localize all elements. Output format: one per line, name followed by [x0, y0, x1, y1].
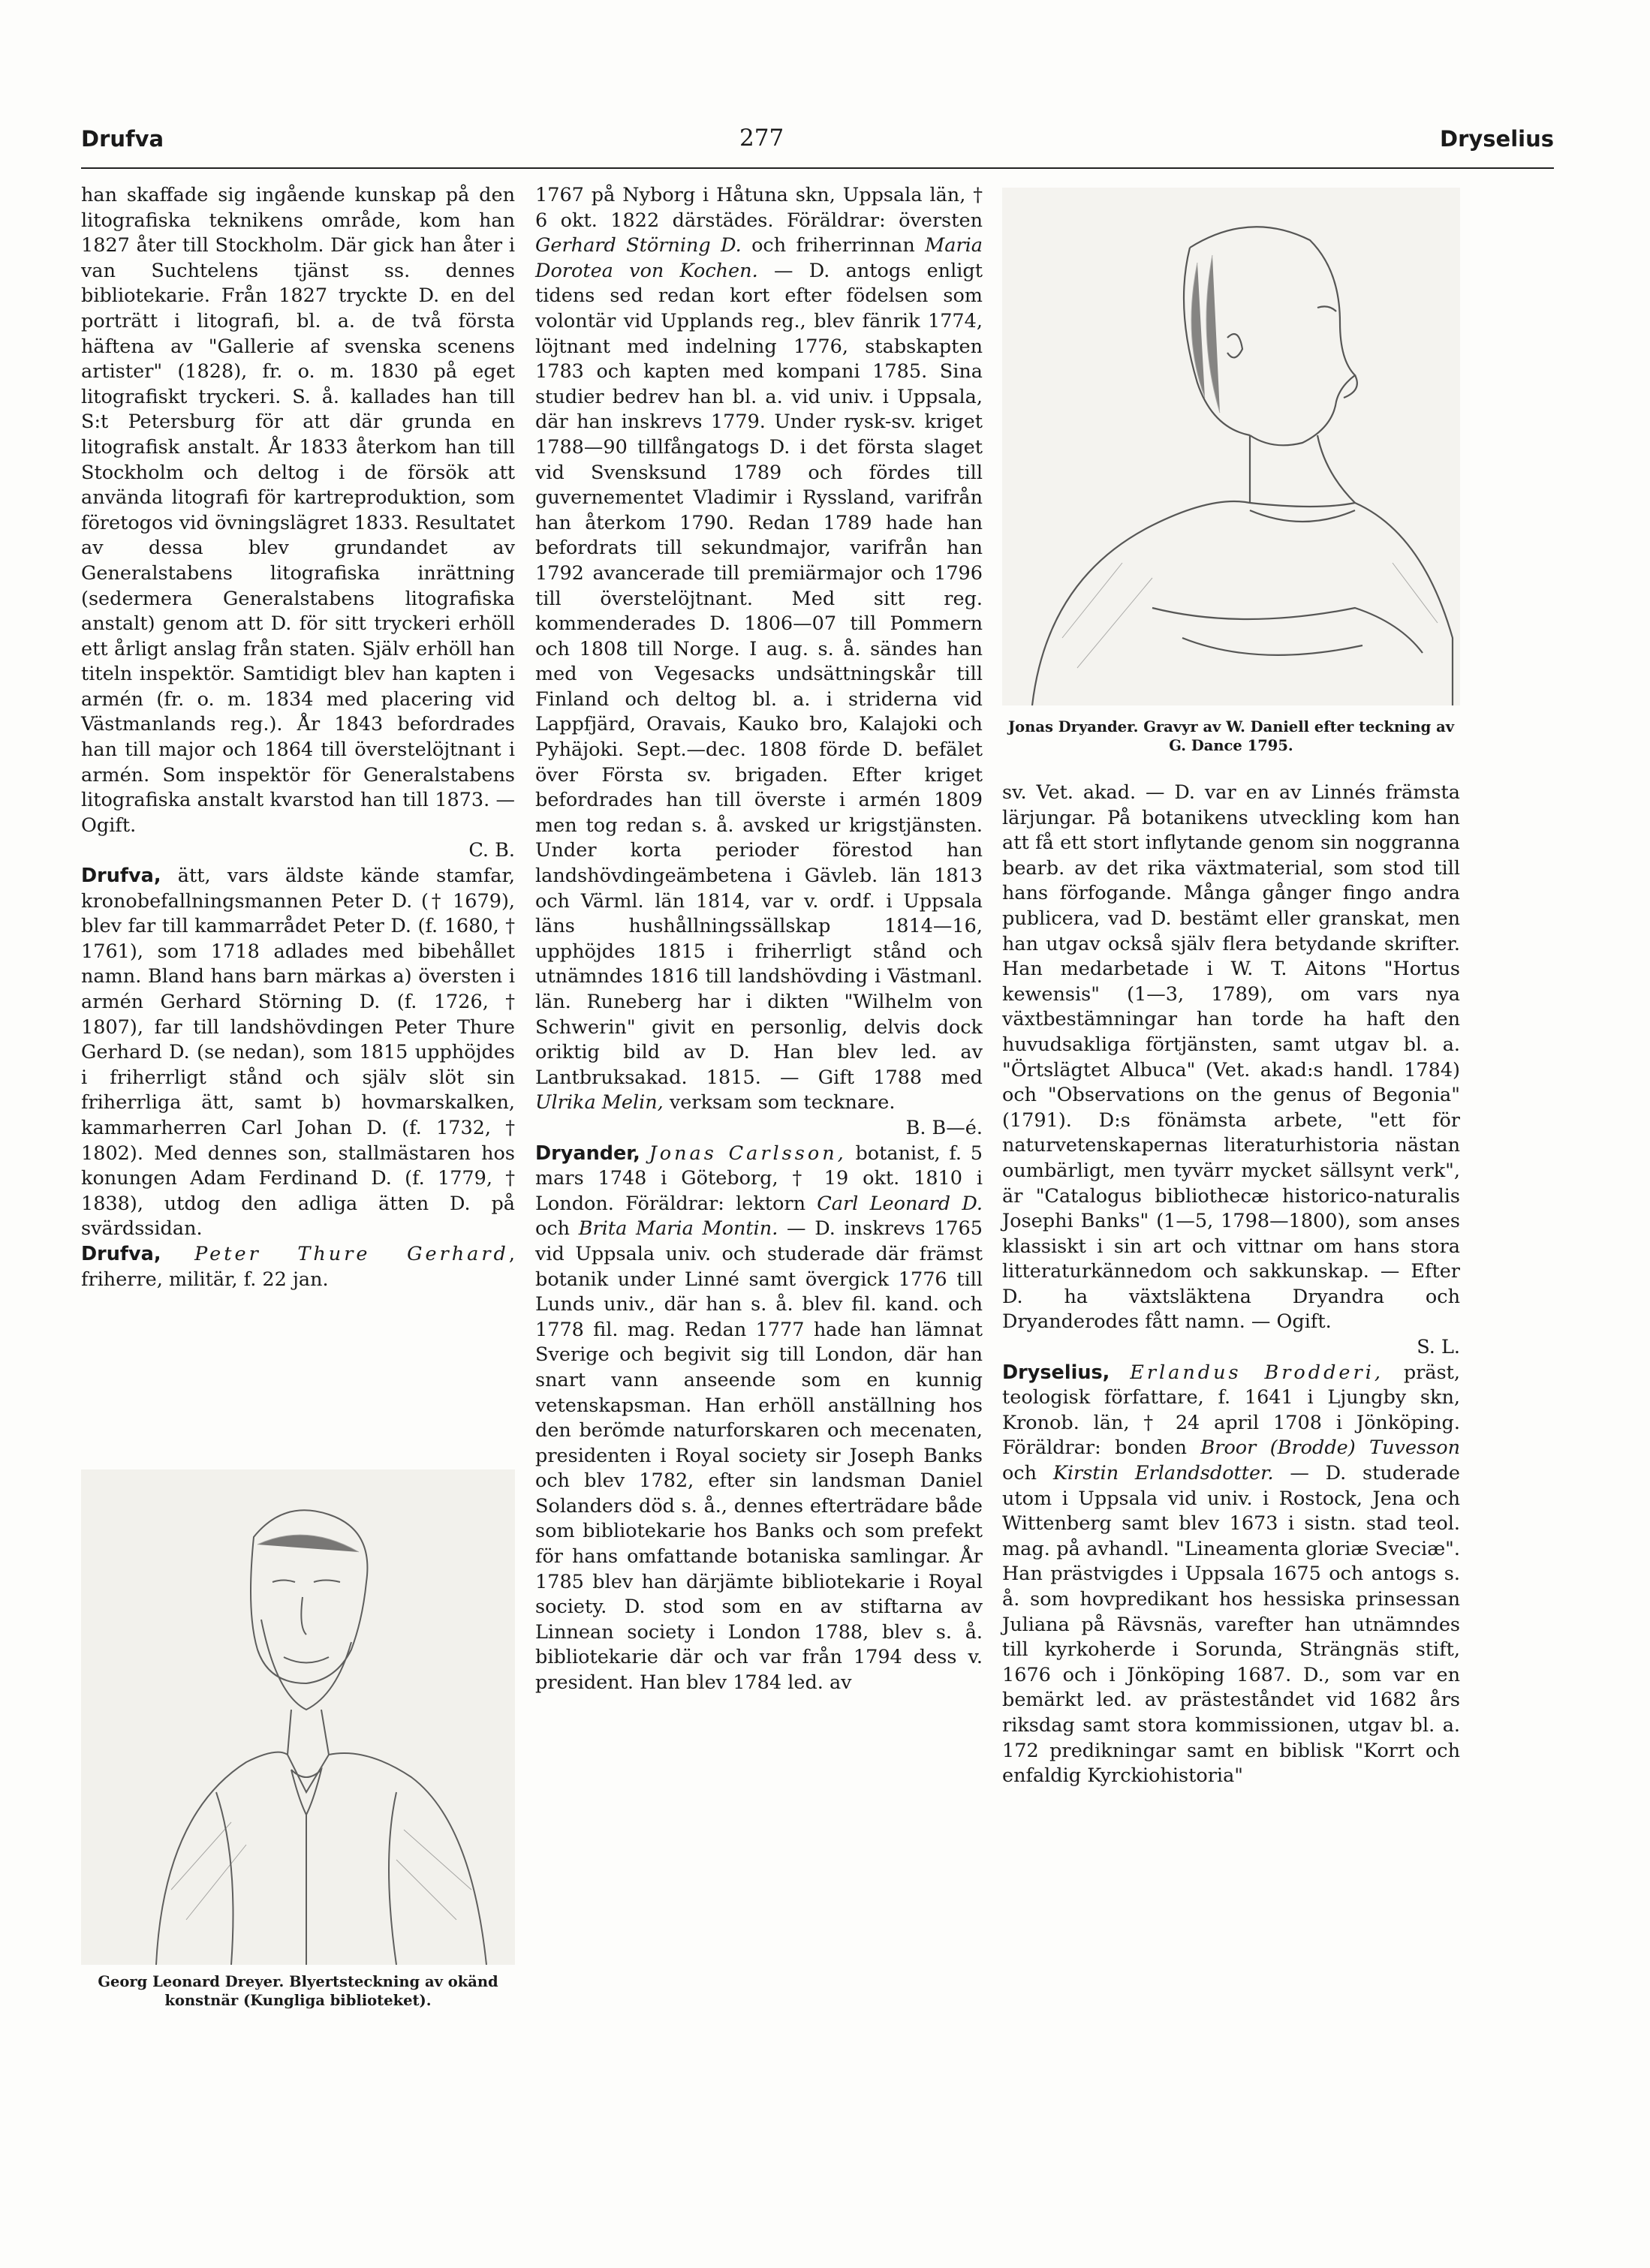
author-signature: B. B—é.: [905, 1116, 983, 1139]
figure-caption: Georg Leonard Dreyer. Blyertsteckning av okänd konstnär (Kungliga biblioteket).: [98, 1973, 498, 2009]
entry-name: Peter Thure Gerhard: [194, 1242, 509, 1265]
entry-dryander: Dryander, Jonas Carlsson, botanist, f. 5 mars 1748 i Göteborg, † 19 okt. 1810 i London. Föräldrar: lektorn Carl Leonard D. och Brita Maria Montin. — D. inskrevs 1765 vid Uppsala univ. och studerade där främst botanik under Linné samt övergick 1776 till Lunds univ., där han s. å. blev fil. kand. och 1778 fil. mag. Redan 1777 hade han lämnat Sverige och begivit sig till London, där han snart vann anseende som en kunnig vetenskapsman. Han erhöll anställning hos den berömde naturforskaren och mecenaten, presidenten i Royal society sir Joseph Banks och blev 1782, efter sin landsman Daniel Solanders död s. å., dennes efterträdare både som bibliotekarie hos Banks och som prefekt för hans omfattande botaniska samlingar. År 1785 blev han därjämte bibliotekarie i Royal society. D. stod som en av stiftarna av Linnean society i London 1788, blev s. å. bibliotekarie där och var från 1794 dess v. president. Han blev 1784 led. av: [535, 1142, 983, 1695]
entry-drufva-family: Drufva, ätt, vars äldste kände stamfar, kronobefallningsmannen Peter D. († 1679), blev far till kammarrådet Peter D. (f. 1680, † 1761), som 1718 adlades med bibehållet namn. Bland hans barn märkas a) översten i armén Gerhard Störning D. (f. 1726, † 1807), far till landshövdingen Peter Thure Gerhard D. (se nedan), som 1815 upphöjdes i friherrligt stånd och själv slöt sin friherrliga ätt, samt b) hovmarskalken, kammarherren Carl Johan D. (f. 1732, † 1802). Med dennes son, stallmästaren hos konungen Adam Ferdinand D. (f. 1779, † 1838), utdog den adliga ätten D. på svärdssidan.: [81, 865, 515, 1241]
portrait-dryander-image: [1002, 188, 1460, 705]
entry-drufva-peter: Drufva, Peter Thure Gerhard, friherre, militär, f. 22 jan.: [81, 1242, 515, 1291]
entry-dryander-cont: sv. Vet. akad. — D. var en av Linnés främsta lärjungar. På botanikens utveckling kom han att få ett stort inflytande genom sin noggranna bearb. av det rika växtmaterial, som stod till hans förfogande. Många gånger fingo andra publicera, vad D. bestämt eller granskat, men han utgav också själv flera betydande skrifter. Han medarbetade i W. T. Aitons "Hortus kewensis" (1—3, 1789), om vars nya växtbestämningar han torde ha haft den huvudsakliga förtjänsten, samt utgav bl. a. "Örtslägtet Albuca" (Vet. akad:s handl. 1784) och "Observations on the genus of Begonia" (1791). D:s fönämsta arbete, "ett för naturvetenskapernas literaturhistoria nästan oumbärligt, men tyvärr mycket sällsynt verk", är "Catalogus bibliothecæ historico-naturalis Josephi Banks" (1—5, 1798—1800), som anses klassiskt i sin art och vittnar om hans stora litteraturkännedom och sakkunskap. — Efter D. ha växtsläktena Dryandra och Dryanderodes fått namn. — Ogift. S. L.: [1002, 781, 1460, 1361]
paragraph-continued: han skaffade sig ingående kunskap på den litografiska teknikens område, kom han 1827 åter till Stockholm. Där gick han åter i van Suchtelens tjänst ss. dennes bibliotekarie. Från 1827 tryckte D. en del porträtt i litografi, bl. a. de två första häftena av "Gallerie af svenska scenens artister" (1828), fr. o. m. 1830 på eget litografiskt tryckeri. S. å. kallades han till S:t Petersburg för att där grunda en litografisk anstalt. År 1833 återkom han till Stockholm och deltog i de försök att använda litografi för kartreproduktion, som företogos vid övningslägret 1833. Resultatet av dessa blev grundandet av Generalstabens litografiska inrättning (sedermera Generalstabens litografiska anstalt) genom att D. för sitt tryckeri erhöll ett årligt anslag från staten. Själv erhöll han titeln inspektör. Samtidigt blev han kapten i armén (fr. o. m. 1834 med placering vid Västmanlands reg.). År 1843 befordrades han till major och 1864 till överstelöjtnant i armén. Som inspektör för Generalstabens litografiska anstalt kvarstod han till 1873. — Ogift. C. B.: [81, 183, 515, 864]
header-rule: [81, 167, 1554, 169]
entry-name: Jonas Carlsson,: [649, 1142, 847, 1165]
entry-heading: Dryselius,: [1002, 1361, 1110, 1384]
entry-name: Erlandus Brodderi,: [1130, 1361, 1384, 1384]
figure-caption: Jonas Dryander. Gravyr av W. Daniell efter teckning av G. Dance 1795.: [1007, 718, 1455, 754]
entry-heading: Dryander,: [535, 1142, 640, 1165]
entry-drufva-peter-cont: 1767 på Nyborg i Håtuna skn, Uppsala län, † 6 okt. 1822 därstädes. Föräldrar: översten Gerhard Störning D. och friherrinnan Maria Dorotea von Kochen. — D. antogs enligt tidens sed redan kort efter födelsen som volontär vid Upplands reg., blev fänrik 1774, löjtnant med indelning 1776, stabskapten 1783 och kapten med kompani 1785. Sina studier bedrev han bl. a. vid univ. i Uppsala, där han inskrevs 1779. Under rysk-sv. kriget 1788—90 tillfångatogs D. i det första slaget vid Svensksund 1789 och fördes till guvernementet Vladimir i Ryssland, varifrån han återkom 1790. Redan 1789 hade han befordrats till sekundmajor, varifrån han 1792 avancerade till premiärmajor och 1796 till överstelöjtnant. Med sitt reg. kommenderades D. 1806—07 till Pommern och 1808 till Norge. I aug. s. å. sändes han med von Vegesacks undsättningskår till Finland och deltog bl. a. i striderna vid Lappfjärd, Oravais, Kauko bro, Kalajoki och Pyhäjoki. Sept.—dec. 1808 förde D. befälet över Första sv. brigaden. Efter kriget befordrades han till överste i armén 1809 men tog redan s. å. avsked ur krigstjänsten. Under korta perioder förestod han landshövdingeämbetena i Gävleb. län 1813 och Värml. län 1814, var v. ordf. i Uppsala läns hushållningssällskap 1814—16, upphöjdes 1815 i friherrligt stånd och utnämndes 1816 till landshövding i Västmanl. län. Runeberg har i dikten "Wilhelm von Schwerin" givit en personlig, delvis dock oriktig bild av D. Han blev led. av Lantbruksakad. 1815. — Gift 1788 med Ulrika Melin, verksam som tecknare. B. B—é.: [535, 183, 983, 1142]
author-signature: C. B.: [468, 839, 515, 862]
column-1: [81, 183, 515, 1292]
page-number: 277: [739, 125, 784, 152]
column-2: [535, 183, 983, 1696]
column-3: [1002, 781, 1460, 1789]
entry-heading: Drufva,: [81, 1242, 161, 1265]
entry-dryselius: Dryselius, Erlandus Brodderi, präst, teologisk författare, f. 1641 i Ljungby skn, Kronob. län, † 24 april 1708 i Jönköping. Föräldrar: bonden Broor (Brodde) Tuvesson och Kirstin Erlandsdotter. — D. studerade utom i Uppsala vid univ. i Rostock, Jena och Wittenberg samt blev 1673 i sistn. stad teol. mag. på avhandl. "Lineamenta gloriæ Sveciæ". Han prästvigdes i Uppsala 1675 och antogs s. å. som hovpredikant hos hessiska prinsessan Juliana på Rävsnäs, varefter han utnämndes till kyrkoherde i Sorunda, Strängnäs stift, 1676 och i Jönköping 1687. D., som var en bemärkt led. av prästeståndet vid 1682 års riksdag samt stora kommissionen, utgav bl. a. 172 predikningar samt en biblisk "Korrt och enfaldig Kyrckiohistoria": [1002, 1361, 1461, 1788]
author-signature: S. L.: [1417, 1336, 1460, 1359]
entry-heading: Drufva,: [81, 865, 161, 888]
portrait-dreyer-image: [81, 1469, 515, 1965]
running-head-left: Drufva: [81, 126, 164, 152]
running-head-right: Dryselius: [1440, 126, 1554, 152]
